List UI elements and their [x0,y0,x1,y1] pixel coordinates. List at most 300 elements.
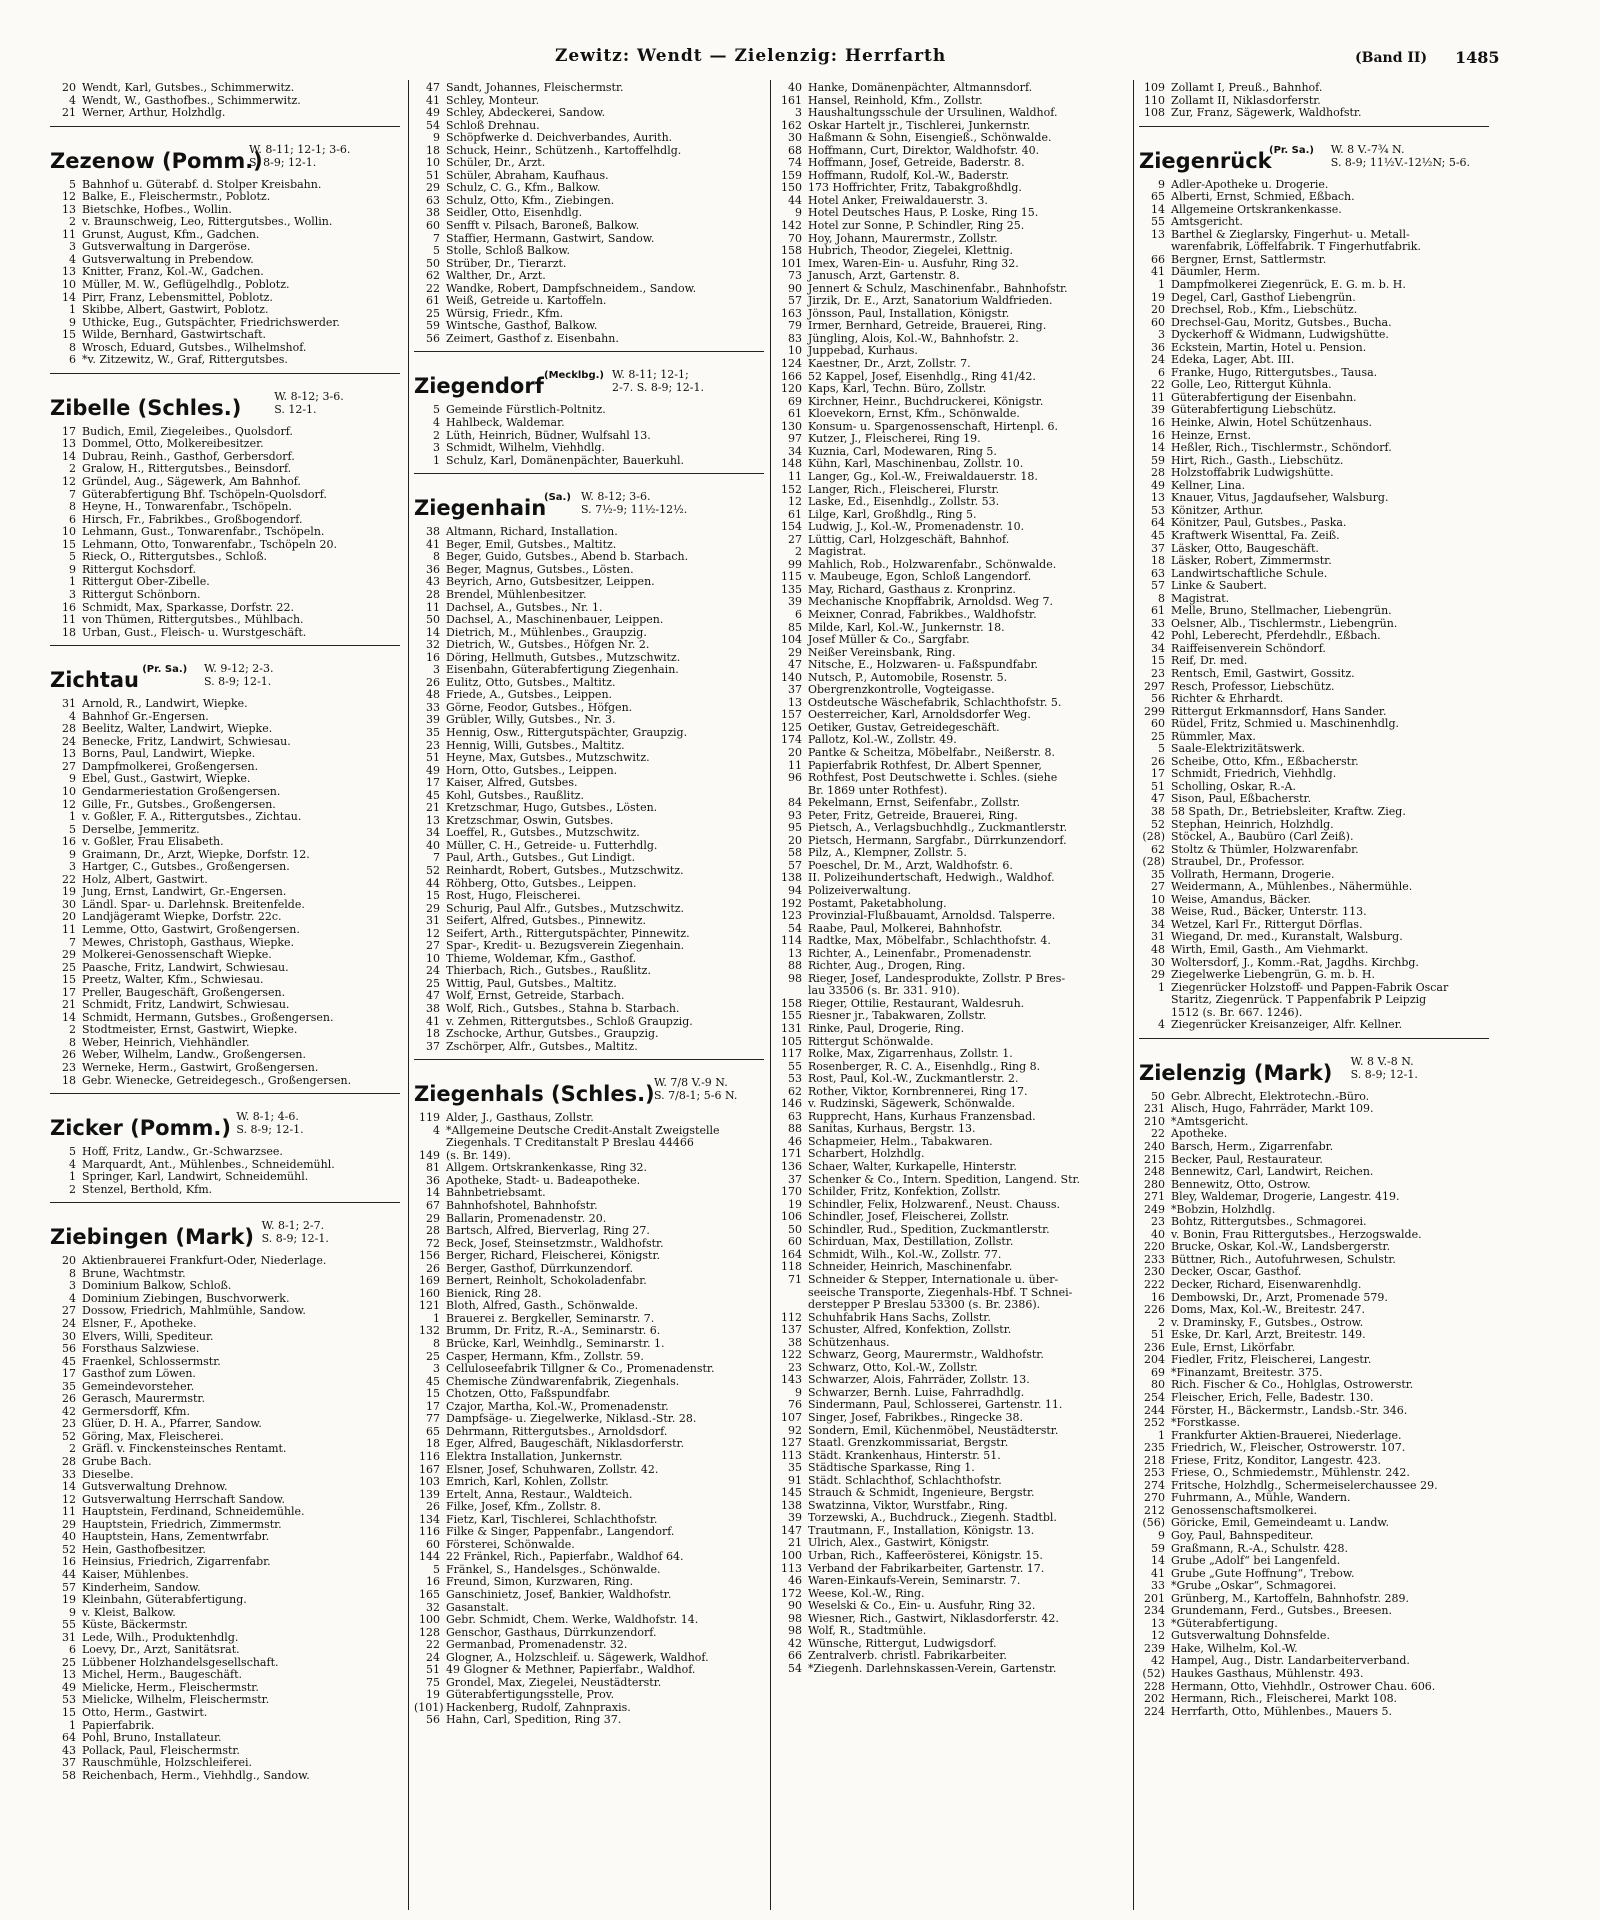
subscriber-name: Schüler, Abraham, Kaufhaus. [446,169,609,182]
directory-entry [776,1550,1126,1563]
phone-number: 61 [788,508,802,521]
phone-number: 6 [1158,366,1165,379]
subscriber-name: Bietschke, Hofbes., Wollin. [82,203,232,216]
subscriber-name: Rothfest, Post Deutschwette i. Schles. (siehe [808,772,1058,785]
directory-entry [50,1707,400,1720]
section-divider [1139,1038,1489,1039]
directory-entry [414,120,764,133]
directory-entry [1139,1216,1489,1229]
directory-entry [414,564,764,577]
subscriber-name: Rolke, Max, Zigarrenhaus, Zollstr. 1. [808,1048,1013,1061]
directory-entry [776,509,1126,522]
phone-number: 45 [426,789,440,802]
directory-entry [1139,1191,1489,1204]
subscriber-name: Schmidt, Wilhelm, Viehhdlg. [446,442,605,455]
post-office-hours [612,368,704,394]
subscriber-name: Schmidt, Max, Sparkasse, Dorfstr. 22. [82,601,294,614]
phone-number: 40 [426,839,440,852]
phone-number: 62 [426,270,440,283]
section-divider [50,1093,400,1094]
directory-entry [1139,618,1489,631]
directory-entry [776,822,1126,835]
directory-entry [414,1175,764,1188]
phone-number: 138 [781,1499,802,1512]
phone-number: 13 [62,438,76,451]
subscriber-name: Heinze, Ernst. [1171,429,1251,442]
phone-number: 1 [69,1171,76,1184]
subscriber-name: Urban, Rich., Kaffeerösterei, Königstr. 15. [808,1549,1043,1562]
phone-number: 20 [1151,304,1165,317]
phone-number: 12 [62,476,76,489]
phone-number: 240 [1144,1141,1165,1154]
phone-number: 137 [781,1324,802,1337]
directory-entry [50,786,400,799]
subscriber-name: v. Goßler, Frau Elisabeth. [82,836,224,849]
subscriber-name: Magistrat. [808,546,867,559]
subscriber-name: Läsker, Otto, Baugeschäft. [1171,542,1319,555]
subscriber-name: Schilder, Fritz, Konfektion, Zollstr. [808,1186,1001,1199]
directory-entry [776,1512,1126,1525]
phone-number: 98 [788,972,802,985]
sunday-hours: S. 7½-9; 11½-12½. [581,503,688,517]
phone-number: 19 [788,1198,802,1211]
phone-number: 56 [426,332,440,345]
subscriber-name: Radtke, Max, Möbelfabr., Schlachthofstr. 4. [808,935,1051,948]
directory-entry [50,1481,400,1494]
phone-number: 27 [1151,881,1165,894]
directory-entry [776,1261,1126,1274]
directory-entry [414,878,764,891]
directory-page [50,40,1590,1910]
phone-number: 106 [781,1211,802,1224]
phone-number: 1 [433,1312,440,1325]
subscriber-name: Staatl. Grenzkommissariat, Bergstr. [808,1437,1009,1450]
phone-number: 1 [433,454,440,467]
directory-entry [776,1010,1126,1023]
directory-entry [414,1250,764,1263]
directory-entry [50,1356,400,1369]
post-office-hours [262,1219,329,1245]
directory-entry [776,484,1126,497]
phone-number: 29 [62,1518,76,1531]
town-heading [50,1108,400,1146]
directory-entry [776,898,1126,911]
phone-number: 72 [426,1237,440,1250]
directory-entry [1139,1668,1489,1681]
weekday-hours: W. 8 V.-8 N. [1350,1054,1414,1068]
directory-entry [1139,1317,1489,1330]
phone-number: 69 [788,395,802,408]
subscriber-name: Weber, Heinrich, Viehhändler. [82,1036,250,1049]
phone-number: 96 [788,772,802,785]
subscriber-name: Bennewitz, Otto, Ostrow. [1171,1178,1311,1191]
subscriber-name: *Forstkasse. [1171,1417,1240,1430]
directory-entry [50,451,400,464]
phone-number: 138 [781,872,802,885]
phone-number: 38 [426,1003,440,1015]
subscriber-name: Kaestner, Dr., Arzt, Zollstr. 7. [808,358,971,371]
directory-entry [1139,668,1489,681]
phone-number: 15 [62,538,76,551]
directory-entry [414,320,764,333]
phone-number: 26 [426,1262,440,1275]
phone-number: 2 [69,463,76,476]
subscriber-name: v. Maubeuge, Egon, Schloß Langendorf. [808,571,1032,584]
subscriber-name: Dietrich, W., Gutsbes., Höfgen Nr. 2. [446,639,650,652]
directory-entry [50,1012,400,1025]
directory-entry [50,1075,400,1088]
directory-entry [776,546,1126,559]
phone-number: 11 [62,1506,76,1519]
subscriber-name: Städt. Krankenhaus, Hinterstr. 51. [808,1449,1001,1462]
phone-number: 73 [788,270,802,283]
phone-number: 37 [788,1173,802,1186]
phone-number: 9 [69,563,76,576]
phone-number: 134 [419,1513,440,1526]
directory-entry [1139,605,1489,618]
phone-number: 54 [426,119,440,132]
directory-entry [414,602,764,615]
directory-entry [414,1451,764,1464]
subscriber-name: Uthicke, Eug., Gutspächter, Friedrichswerder. [82,316,340,329]
phone-number: 70 [788,232,802,245]
subscriber-name: Rittergut Erkmannsdorf, Hans Sander. [1171,705,1387,718]
directory-entry [776,1537,1126,1550]
subscriber-name: Schüler, Dr., Arzt. [446,157,546,170]
subscriber-name: Rieck, O., Rittergutsbes., Schloß. [82,551,268,564]
phone-number: 101 [781,257,802,270]
phone-number: 252 [1144,1417,1165,1430]
directory-entry [776,948,1126,961]
subscriber-name: Papierfabrik. [82,1719,155,1732]
directory-entry [1139,266,1489,279]
subscriber-name: Rittergut Schönborn. [82,588,201,601]
phone-number: 212 [1144,1504,1165,1517]
subscriber-name: Heinsius, Friedrich, Zigarrenfabr. [82,1556,271,1569]
phone-number: 49 [426,764,440,777]
directory-entry [50,1305,400,1318]
column-rule [770,80,771,1910]
phone-number: 7 [433,232,440,245]
subscriber-name: Wendt, W., Gasthofbes., Schimmerwitz. [82,94,301,107]
directory-entry [1139,906,1489,919]
directory-entry [50,1682,400,1695]
directory-entry [414,614,764,627]
phone-number: 60 [1151,316,1165,329]
phone-number: 65 [1151,191,1165,204]
phone-number: 71 [788,1273,802,1286]
subscriber-name: Wintsche, Gasthof, Balkow. [446,320,598,333]
subscriber-name: Lüth, Heinrich, Büdner, Wulfsahl 13. [446,429,651,442]
town-heading [50,1217,400,1255]
subscriber-name: Jönsson, Paul, Installation, Königstr. [808,307,1010,320]
subscriber-name: Landwirtschaftliche Schule. [1171,567,1328,580]
subscriber-name: Meixner, Conrad, Fabrikbes., Waldhofstr. [808,608,1037,621]
directory-entry [776,433,1126,446]
directory-entry [414,404,764,417]
phone-number: 13 [62,1669,76,1682]
directory-entry [414,740,764,753]
subscriber-name: Langer, Rich., Fleischerei, Flurstr. [808,483,1000,496]
directory-entry [776,182,1126,195]
subscriber-name: Knauer, Vitus, Jagdaufseher, Walsburg. [1171,492,1389,505]
directory-entry [1139,944,1489,957]
phone-number: 5 [433,245,440,258]
phone-number: 45 [426,1375,440,1388]
sunday-hours: S. 8-9; 12-1. [249,155,317,169]
directory-entry [1139,881,1489,894]
phone-number: 152 [781,483,802,496]
phone-number: 36 [1151,341,1165,354]
volume-label: (Band II) [1355,50,1428,66]
subscriber-name: Woltersdorf, J., Komm.-Rat, Jagdhs. Kirchbg. [1171,956,1419,969]
phone-number: 18 [426,1438,440,1451]
phone-number: 26 [426,1501,440,1514]
phone-number: 5 [1158,743,1165,756]
phone-number: 25 [62,1656,76,1669]
subscriber-name: Knitter, Franz, Kol.-W., Gadchen. [82,266,264,279]
directory-entry [50,1368,400,1381]
subscriber-name: Schurig, Paul Alfr., Gutsbes., Mutzschwitz. [446,902,685,915]
subscriber-name: Friese, O., Schmiedemstr., Mühlenstr. 242. [1171,1467,1410,1480]
directory-entry [50,204,400,217]
subscriber-name: Gründel, Aug., Sägewerk, Am Bahnhof. [82,476,301,489]
subscriber-name: Bienick, Ring 28. [446,1287,542,1300]
subscriber-name: Grube „Gute Hoffnung“, Trebow. [1171,1567,1355,1580]
directory-entry [776,333,1126,346]
subscriber-name: Rich. Fischer & Co., Hohlglas, Ostrowerstr. [1171,1379,1414,1392]
directory-entry [776,1061,1126,1074]
phone-number: 64 [1151,517,1165,530]
phone-number: 52 [62,1430,76,1443]
phone-number: 6 [69,1644,76,1657]
subscriber-name: Brücke, Karl, Weinhdlg., Seminarstr. 1. [446,1338,665,1351]
subscriber-name: Glogner, A., Holzschleif. u. Sägewerk, Waldhof. [446,1651,709,1664]
phone-number: 24 [62,1318,76,1331]
directory-entry [1139,1241,1489,1254]
subscriber-name: Zentralverb. christl. Fabrikarbeiter. [808,1650,1007,1663]
subscriber-name: Ziegenrücker Holzstoff- und Pappen-Fabrik Oscar [1171,981,1449,994]
directory-entry [776,1374,1126,1387]
subscriber-name: Irmer, Bernhard, Getreide, Brauerei, Ring. [808,320,1047,333]
subscriber-name: Seifert, Alfred, Gutsbes., Pinnewitz. [446,915,647,928]
subscriber-name: Rupprecht, Hans, Kurhaus Franzensbad. [808,1110,1036,1123]
directory-entry [50,1393,400,1406]
subscriber-name: Wirth, Emil, Gasth., Am Viehmarkt. [1171,944,1369,956]
subscriber-name: Thierbach, Rich., Gutsbes., Raußlitz. [446,965,651,978]
post-office-hours [274,390,344,416]
directory-entry [414,915,764,928]
directory-entry [50,1506,400,1519]
subscriber-name: Reif, Dr. med. [1171,655,1248,668]
directory-entry [776,1437,1126,1450]
subscriber-name: Kinderheim, Sandow. [82,1581,201,1594]
directory-entry [50,501,400,514]
phone-number: 117 [781,1048,802,1061]
subscriber-name: Läsker, Robert, Zimmermstr. [1171,555,1332,568]
phone-number: 33 [1151,1580,1165,1593]
subscriber-name: Kutzer, J., Fleischerei, Ring 19. [808,433,981,446]
directory-entry [1139,919,1489,932]
phone-number: 43 [62,1744,76,1757]
directory-entry [1139,1555,1489,1568]
phone-number: 34 [426,827,440,840]
subscriber-name: Filke & Singer, Pappenfabr., Langendorf. [446,1526,675,1539]
subscriber-name: Schapmeier, Helm., Tabakwaren. [808,1135,993,1148]
directory-entry [776,659,1126,672]
phone-number: 122 [781,1349,802,1362]
phone-number: 85 [788,621,802,634]
directory-entry [50,614,400,627]
phone-number: 26 [62,1049,76,1062]
phone-number: 65 [426,1425,440,1438]
directory-entry [414,852,764,865]
phone-number: 114 [781,935,802,948]
directory-entry [414,539,764,552]
phone-number: 169 [419,1275,440,1288]
directory-entry [414,1041,764,1054]
directory-entry [776,1525,1126,1538]
phone-number: 38 [1151,805,1165,818]
phone-number: 15 [426,1388,440,1401]
subscriber-name: Görne, Feodor, Gutsbes., Höfgen. [446,701,633,714]
directory-entry [1139,1007,1489,1020]
directory-entry [414,903,764,916]
subscriber-name: Lede, Wilh., Produktenhdlg. [82,1631,239,1644]
subscriber-name: Rümmler, Max. [1171,730,1256,743]
subscriber-name: Holz, Albert, Gastwirt. [82,873,208,886]
directory-entry [776,559,1126,572]
town-heading [50,141,400,179]
directory-entry [1139,1379,1489,1392]
directory-entry [776,935,1126,948]
phone-number: 97 [788,433,802,446]
phone-number: 28 [426,1225,440,1238]
phone-number: 75 [426,1676,440,1689]
subscriber-name: Aktienbrauerei Frankfurt-Oder, Niederlage. [82,1255,327,1268]
phone-number: 55 [1151,216,1165,229]
directory-entry [1139,1266,1489,1279]
directory-entry [1139,1605,1489,1618]
directory-entry [1139,229,1489,242]
subscriber-name: Wittig, Paul, Gutsbes., Maltitz. [446,977,617,990]
directory-entry [414,333,764,346]
subscriber-name: Schindler, Josef, Fleischerei, Zollstr. [808,1211,1010,1224]
phone-number: 2 [433,429,440,442]
directory-entry [1139,329,1489,342]
phone-number: 125 [781,721,802,734]
phone-number: 8 [69,1036,76,1049]
subscriber-name: Bahnhof Gr.-Engersen. [82,710,209,723]
phone-number: 34 [788,445,802,458]
subscriber-name: Scharbert, Holzhdlg. [808,1148,925,1161]
directory-entry [50,241,400,254]
subscriber-name: Bohtz, Rittergutsbes., Schmagorei. [1171,1216,1367,1229]
subscriber-name: Riesner jr., Tabakwaren, Zollstr. [808,1010,987,1023]
directory-entry [414,1664,764,1677]
phone-number: 61 [426,295,440,308]
directory-entry [414,765,764,778]
directory-entry [414,940,764,953]
directory-entry [50,551,400,564]
directory-entry [1139,455,1489,468]
directory-entry [776,1500,1126,1513]
subscriber-name: Brauerei z. Bergkeller, Seminarstr. 7. [446,1312,655,1325]
subscriber-name: Eisenbahn, Güterabfertigung Ziegenhain. [446,664,679,677]
phone-number: 22 [426,282,440,295]
directory-entry [50,924,400,937]
directory-entry [414,1401,764,1414]
subscriber-name: Verband der Fabrikarbeiter, Gartenstr. 17. [808,1562,1045,1575]
phone-number: 26 [62,1393,76,1406]
directory-entry [776,1086,1126,1099]
directory-entry [1139,467,1489,480]
directory-entry [776,1023,1126,1036]
directory-entry [1139,931,1489,944]
subscriber-name: Rother, Viktor, Kornbrennerei, Ring 17. [808,1085,1028,1098]
phone-number: 51 [1151,1329,1165,1342]
town-name: Ziegendorf [414,374,544,399]
phone-number: 113 [781,1562,802,1575]
phone-number: 6 [69,513,76,526]
phone-number: 61 [788,408,802,421]
subscriber-name: Edeka, Lager, Abt. III. [1171,354,1295,367]
subscriber-name: Apotheke, Stadt- u. Badeapotheke. [446,1174,641,1187]
phone-number: 16 [426,651,440,664]
directory-entry [50,911,400,924]
phone-number: 15 [62,329,76,342]
directory-entry [414,1639,764,1652]
phone-number: 45 [62,1355,76,1368]
subscriber-name: Ebel, Gust., Gastwirt, Wiepke. [82,773,251,786]
subscriber-name: Zur, Franz, Sägewerk, Waldhofstr. [1171,107,1362,120]
directory-entry [776,760,1126,773]
phone-number: 34 [1151,918,1165,931]
directory-entry [776,923,1126,936]
phone-number: 13 [1151,228,1165,241]
phone-number: 100 [419,1614,440,1627]
directory-entry [414,417,764,430]
phone-number: 1 [1158,279,1165,292]
subscriber-name: Friede, A., Gutsbes., Leippen. [446,689,613,702]
subscriber-name: Torzewski, A., Buchdruck., Ziegenh. Stadtbl. [808,1512,1057,1525]
phone-number: 1 [69,304,76,317]
subscriber-name: Gille, Fr., Gutsbes., Großengersen. [82,798,276,811]
directory-entry [414,258,764,271]
directory-entry [414,664,764,677]
phone-number: 148 [781,458,802,471]
directory-entry [414,714,764,727]
subscriber-name: Fritsche, Holzhdlg., Schermeiselerchaussee 29. [1171,1479,1438,1492]
subscriber-name: Hahlbeck, Waldemar. [446,417,565,430]
directory-entry [50,564,400,577]
directory-entry [776,709,1126,722]
phone-number: 16 [1151,417,1165,430]
subscriber-name: Czajor, Martha, Kol.-W., Promenadenstr. [446,1400,669,1413]
phone-number: 24 [426,1651,440,1664]
phone-number: 52 [1151,818,1165,831]
directory-entry [414,442,764,455]
phone-number: 62 [788,1085,802,1098]
phone-number: 27 [426,940,440,953]
phone-number: 81 [426,1162,440,1175]
directory-entry [1139,1354,1489,1367]
subscriber-name: Kirchner, Heinr., Buchdruckerei, Königstr. [808,395,1044,408]
directory-entry [1139,994,1489,1007]
subscriber-name: Seidler, Otto, Eisenhdlg. [446,207,583,220]
subscriber-name: Arnold, R., Landwirt, Wiepke. [82,698,248,711]
phone-number: 25 [1151,730,1165,743]
